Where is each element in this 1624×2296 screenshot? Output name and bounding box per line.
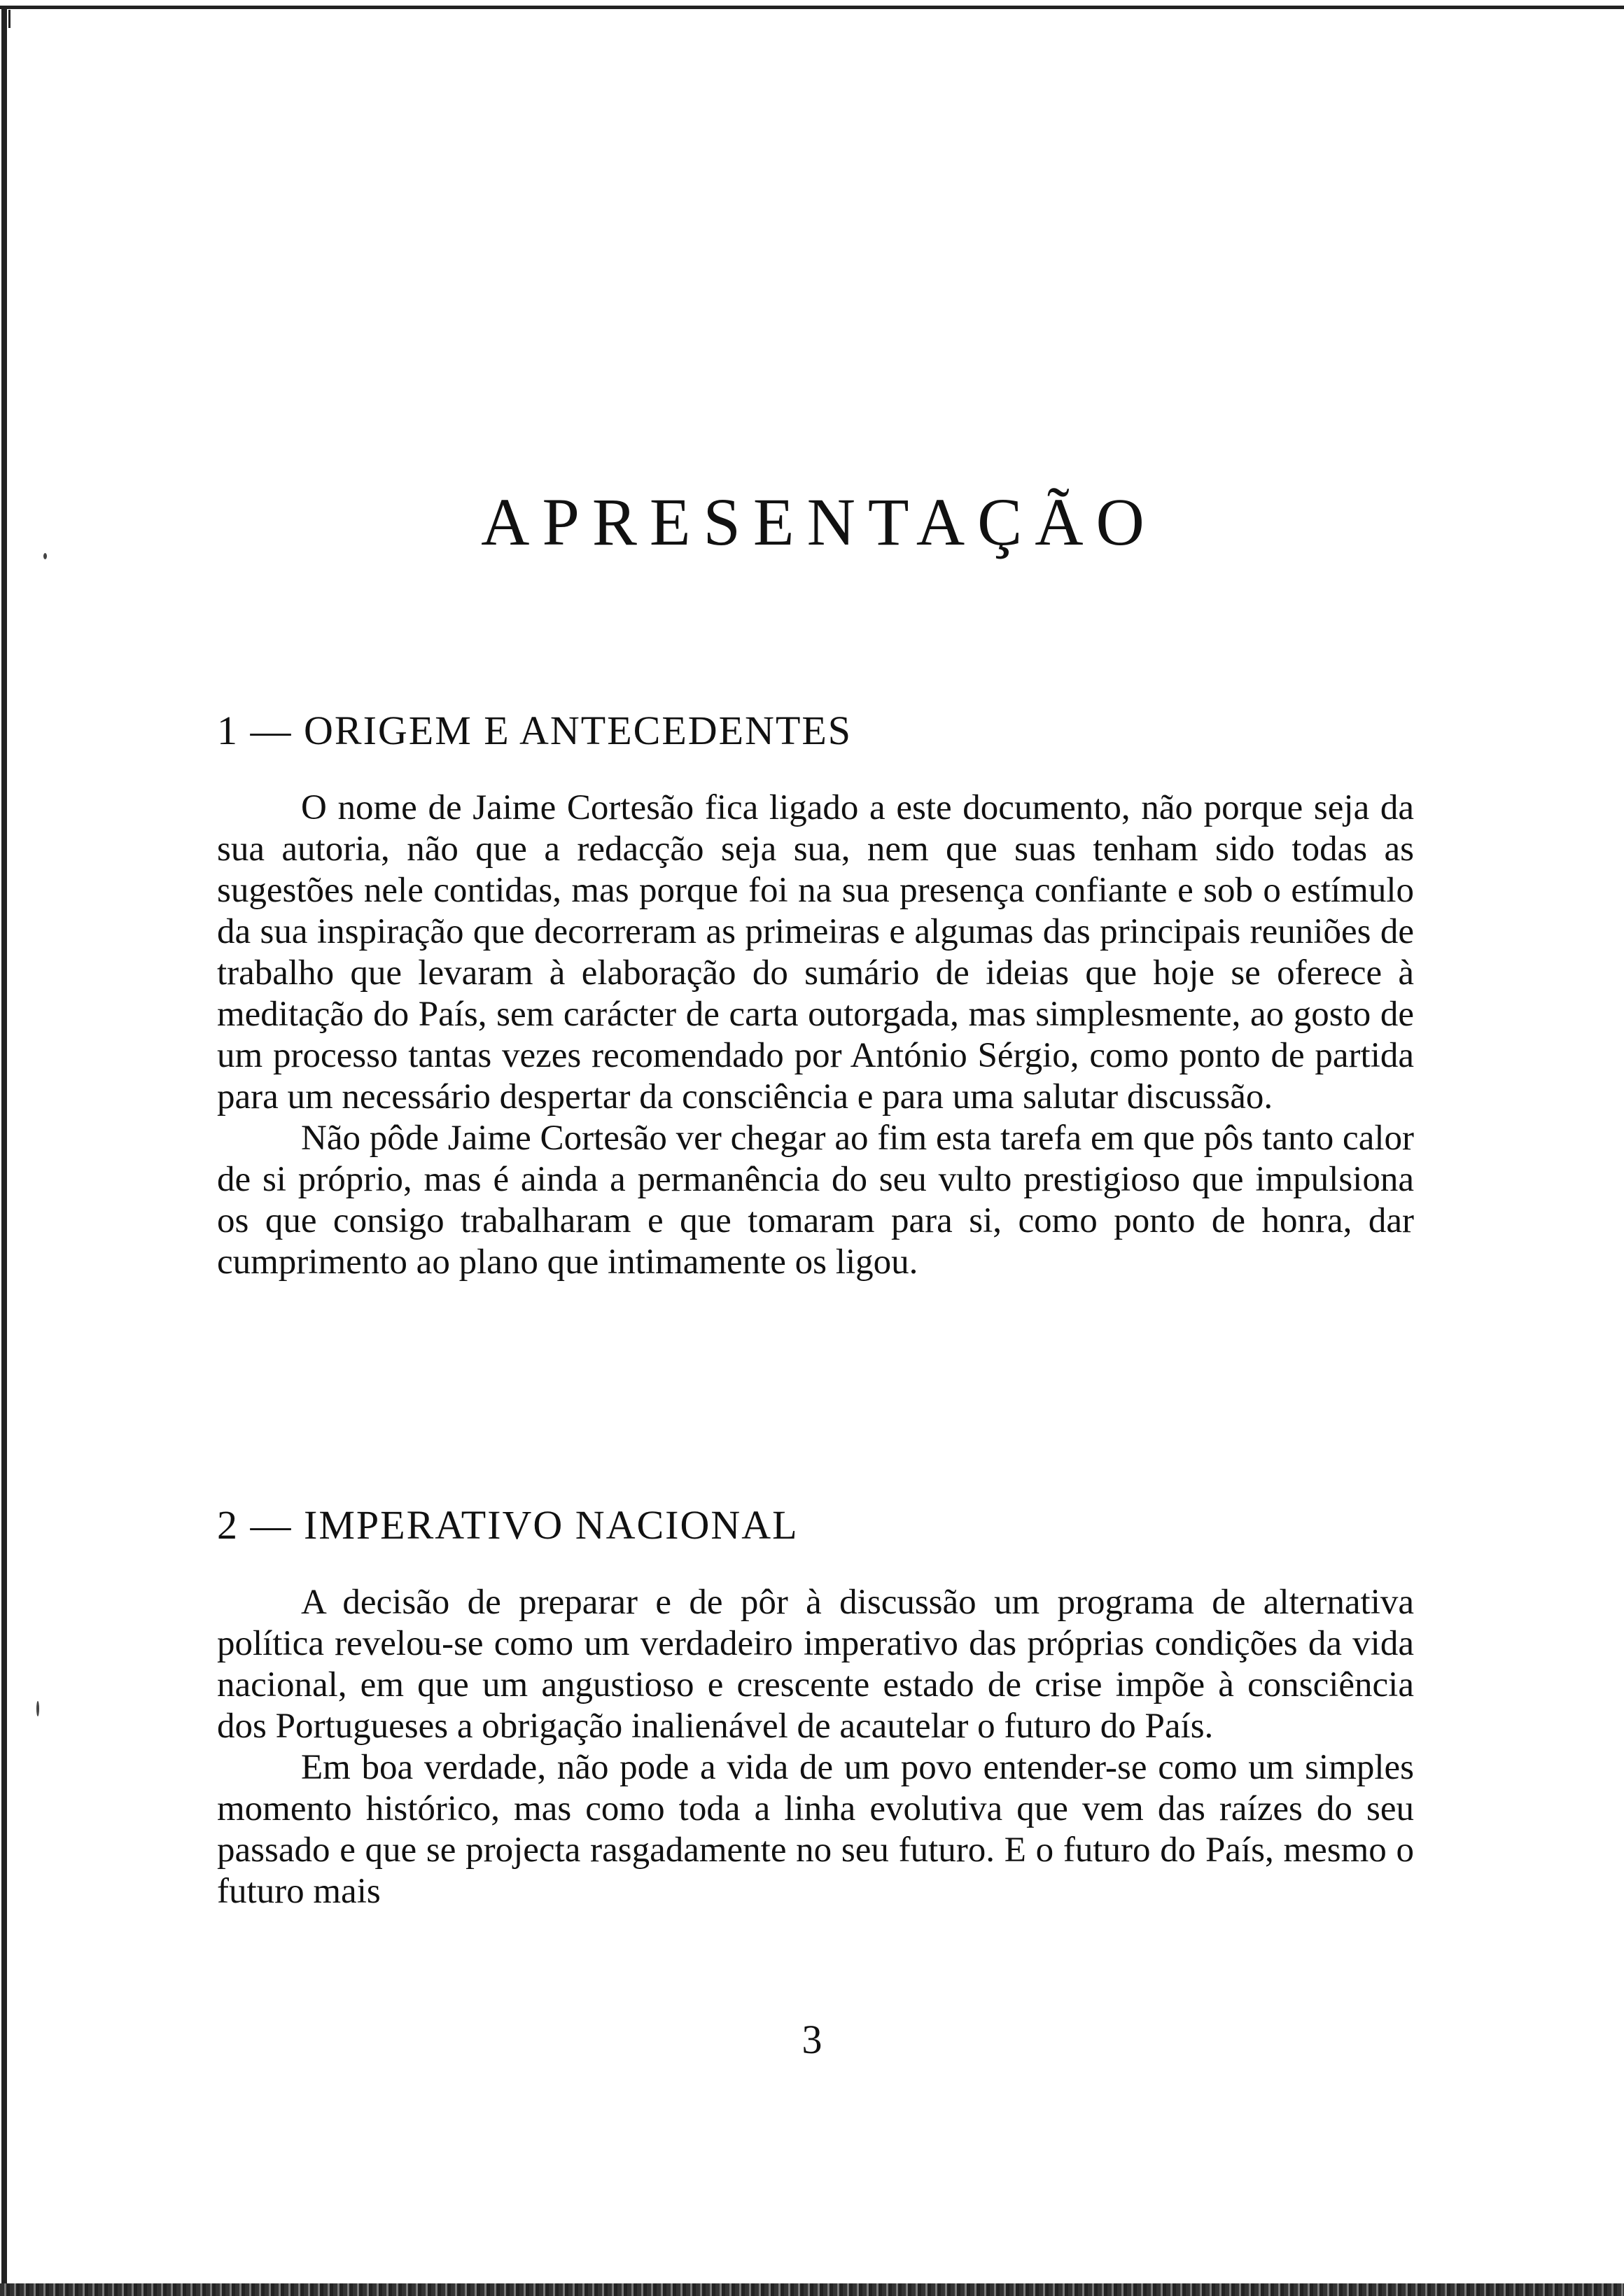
paragraph: Não pôde Jaime Cortesão ver chegar ao fim esta tarefa em que pôs tanto calor de si próprio, mas é ainda a permanência do seu vulto prestigioso que impulsiona os que consigo trabalharam e que tomaram para si, como ponto de honra, dar cumprimento ao plano que intimamente os ligou. (217, 1119, 1414, 1282)
section-origem (217, 707, 1414, 1283)
paragraph: Em boa verdade, não pode a vida de um povo entender-se como um simples momento histórico, mas como toda a linha evolutiva que vem das raízes do seu passado e que se projecta rasgadamente no seu futuro. E o futuro do País, mesmo o futuro mais (217, 1748, 1414, 1911)
scan-speck (36, 1701, 39, 1716)
section-heading: 2 — IMPERATIVO NACIONAL (217, 1502, 799, 1548)
section-heading: 1 — ORIGEM E ANTECEDENTES (217, 708, 853, 753)
page-title: APRESENTAÇÃO (481, 484, 1157, 559)
scan-edge-bottom (0, 2283, 1624, 2296)
page-number: 3 (802, 2017, 822, 2062)
scan-edge-top (0, 6, 1624, 9)
scan-edge-left (1, 6, 7, 2291)
section-imperativo (217, 1502, 1414, 1912)
paragraph: O nome de Jaime Cortesão fica ligado a este documento, não porque seja da sua autoria, não que a redacção seja sua, nem que suas tenham sido todas as sugestões nele contidas, mas porque foi na sua presença confiante e sob o estímulo da sua inspiração que decorreram as primeiras e algumas das principais reuniões de trabalho que levaram à elaboração do sumário de ideias que hoje se oferece à meditação do País, sem carácter de carta outorgada, mas simplesmente, ao gosto de um processo tantas vezes recomendado por António Sérgio, como ponto de partida para um necessário despertar da consciência e para uma salutar discussão. (217, 788, 1414, 1116)
paragraph: A decisão de preparar e de pôr à discussão um programa de alternativa política revelou-se como um verdadeiro imperativo das próprias condições da vida nacional, em que um angustioso e crescente estado de crise impõe à consciência dos Portugueses a obrigação inalienável de acautelar o futuro do País. (217, 1583, 1414, 1746)
scan-edge-tick (8, 10, 10, 28)
